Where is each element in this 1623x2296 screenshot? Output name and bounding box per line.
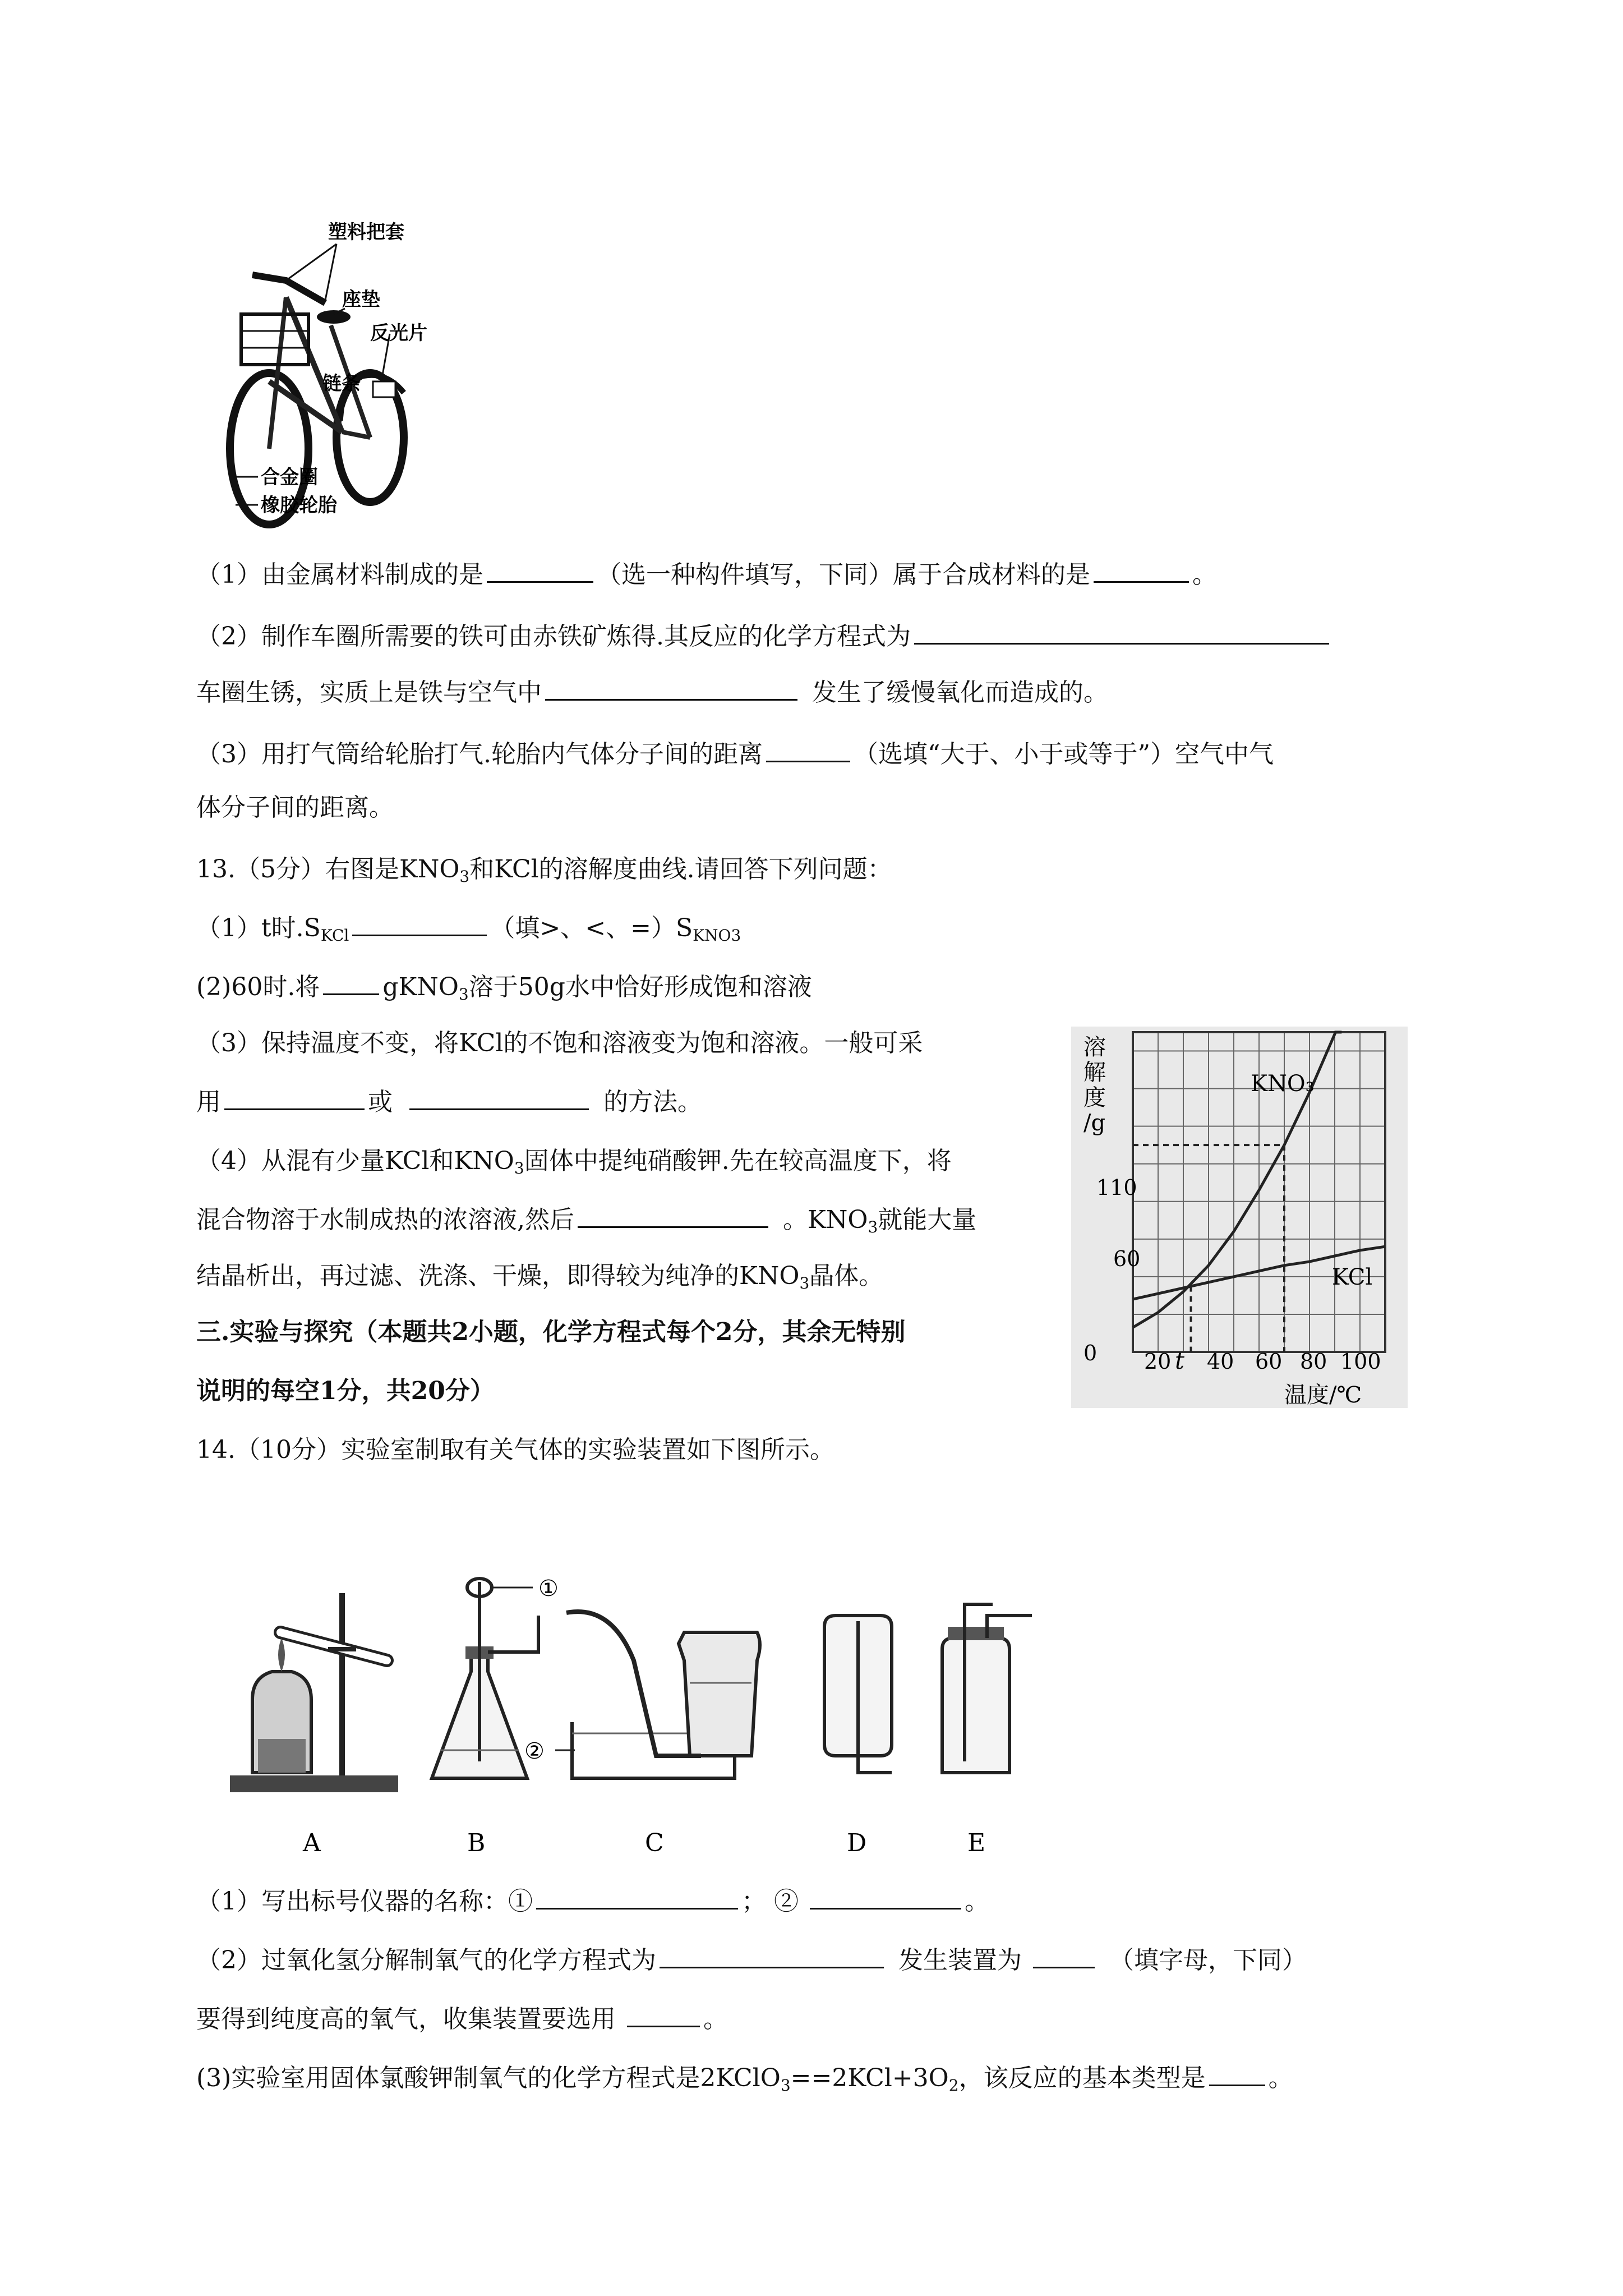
q12-p2a: （2）制作车圈所需要的铁可由赤铁矿炼得.其反应的化学方程式为 [196, 622, 911, 651]
q12-part2b [196, 673, 1108, 710]
q14-p2e: 。 [703, 2005, 728, 2033]
apparatus-d [824, 1616, 892, 1857]
q13-part3b [196, 1083, 702, 1119]
apparatus-letter-d: D [847, 1829, 867, 1857]
q12-p2b: 车圈生锈，实质上是铁与空气中 [196, 678, 542, 707]
q14-part1 [196, 1882, 989, 1918]
q14-p3d: 。 [1268, 2064, 1293, 2092]
q13-blank-method2[interactable] [409, 1083, 589, 1110]
q13-title [196, 853, 892, 894]
q14-title-text: 14.（10分）实验室制取有关气体的实验装置如下图所示。 [196, 1435, 834, 1464]
q12-p1a: （1）由金属材料制成的是 [196, 560, 483, 589]
q13-p1a: （1）t时.S [196, 914, 321, 942]
q13-part2 [196, 968, 812, 1011]
q12-p3b: （选填“大于、小于或等于”）空气中气 [853, 740, 1274, 769]
q14-p3a: (3)实验室用固体氯酸钾制氧气的化学方程式是2KClO [196, 2064, 781, 2092]
q12-p2c: 发生了缓慢氧化而造成的。 [812, 678, 1108, 707]
q13-p4d: 。KNO [783, 1205, 868, 1234]
q13-title-sub: 3 [459, 867, 470, 886]
q14-blank-generator[interactable] [1033, 1941, 1095, 1968]
q13-p2a: (2)60时.将 [196, 973, 320, 1001]
q12-blank-rust[interactable] [545, 673, 797, 701]
q13-p1-sub2: KNO3 [693, 926, 741, 945]
bike-label-tire: 橡胶轮胎 [261, 494, 337, 517]
apparatus-a [230, 1593, 398, 1792]
section3-line2: 说明的每空1分，共20分） [196, 1377, 495, 1405]
section3-heading [196, 1315, 906, 1349]
apparatus-letter-a: A [303, 1829, 321, 1857]
bike-label-rim: 合金圈 [261, 466, 318, 489]
chart-xtick-100: 100 [1340, 1349, 1381, 1374]
q14-p3c: ，该反应的基本类型是 [958, 2064, 1206, 2092]
apparatus-letter-c: C [645, 1829, 664, 1857]
q12-p1c: 。 [1192, 560, 1217, 589]
bike-label-chain: 链条 [322, 372, 361, 395]
chart-ytick-110: 110 [1096, 1175, 1137, 1200]
q13-p3a: （3）保持温度不变，将KCl的不饱和溶液变为饱和溶液。一般可采 [196, 1029, 923, 1057]
q12-part3 [196, 735, 1274, 771]
q14-blank-collector[interactable] [627, 2000, 700, 2027]
bike-label-grip: 塑料把套 [328, 221, 404, 243]
marker-2: ② [524, 1738, 545, 1764]
q14-p3-sub2: 2 [948, 2076, 959, 2095]
apparatus-letter-e: E [967, 1829, 986, 1857]
q13-p3c: 或 [368, 1088, 393, 1116]
chart-ytick-0: 0 [1083, 1341, 1098, 1365]
q13-blank-crystallize[interactable] [578, 1200, 768, 1228]
section3-heading-2 [196, 1374, 495, 1408]
q12-part1 [196, 555, 1217, 592]
q14-title [196, 1433, 834, 1467]
bike-label-seat: 座垫 [342, 288, 380, 311]
chart-ylabel-2: 度 [1083, 1085, 1106, 1111]
q13-p1-sub1: KCl [320, 926, 349, 945]
q13-title-b: 和KCl的溶解度曲线.请回答下列问题： [469, 855, 892, 884]
q13-title-a: 13.（5分）右图是KNO [196, 855, 460, 884]
q14-p1b: ； ② [741, 1887, 799, 1916]
apparatus-c [524, 1612, 760, 1857]
q13-p4f: 结晶析出，再过滤、洗涤、干燥，即得较为纯净的KNO [196, 1262, 800, 1290]
q14-p3b: ==2KCl+3O [790, 2064, 949, 2092]
chart-xlabel: 温度/℃ [1284, 1382, 1362, 1408]
apparatus-letter-b: B [467, 1829, 486, 1857]
chart-xtick-60: 60 [1255, 1349, 1283, 1374]
q12-part3b [196, 791, 394, 825]
q14-p2d: 要得到纯度高的氧气，收集装置要选用 [196, 2005, 616, 2033]
q13-part4 [196, 1144, 952, 1185]
chart-xtick-20: 20 [1144, 1349, 1172, 1374]
chart-ylabel-1: 解 [1083, 1060, 1106, 1085]
q13-blank-method1[interactable] [224, 1083, 365, 1110]
q14-p1c: 。 [965, 1887, 989, 1916]
chart-ylabel-3: /g [1083, 1110, 1106, 1136]
q14-blank-instrument1[interactable] [536, 1882, 738, 1910]
lab-apparatus-figure [219, 1571, 1060, 1874]
q13-p4g: 晶体。 [809, 1262, 884, 1290]
q13-p3d: 的方法。 [603, 1088, 702, 1116]
bike-label-reflector: 反光片 [370, 322, 427, 344]
q12-blank-metal[interactable] [487, 555, 593, 583]
q12-part2 [196, 617, 1332, 654]
q12-blank-synthetic[interactable] [1094, 555, 1189, 583]
q13-p4-sub: 3 [514, 1159, 524, 1177]
q14-blank-reaction-type[interactable] [1209, 2059, 1265, 2086]
q12-p3a: （3）用打气筒给轮胎打气.轮胎内气体分子间的距离 [196, 740, 763, 769]
chart-series-label-kno3: KNO₃ [1251, 1071, 1315, 1097]
q14-part3 [196, 2059, 1293, 2102]
q13-blank-compare[interactable] [352, 909, 487, 936]
q14-part2b [196, 2000, 728, 2036]
q13-p4c: 混合物溶于水制成热的浓溶液,然后 [196, 1205, 574, 1234]
q14-p1a: （1）写出标号仪器的名称：① [196, 1887, 533, 1916]
q14-p2c: （填字母，下同） [1109, 1946, 1307, 1975]
q12-p1b: （选一种构件填写，下同）属于合成材料的是 [597, 560, 1090, 589]
solubility-chart [1071, 1027, 1408, 1408]
chart-xtick-80: 80 [1300, 1349, 1327, 1374]
marker-1: ① [538, 1576, 559, 1602]
q13-part1 [196, 909, 741, 953]
q13-p3b: 用 [196, 1088, 221, 1116]
q14-p2a: （2）过氧化氢分解制氧气的化学方程式为 [196, 1946, 656, 1975]
q13-p2b: gKNO [382, 973, 459, 1001]
q13-part4b [196, 1200, 976, 1244]
q13-p2c: 溶于50g水中恰好形成饱和溶液 [468, 973, 812, 1001]
chart-xtick-40: 40 [1207, 1349, 1234, 1374]
q13-p4e: 就能大量 [878, 1205, 977, 1234]
q13-p4a: （4）从混有少量KCl和KNO [196, 1147, 514, 1175]
q12-blank-distance[interactable] [766, 735, 850, 762]
bicycle-figure [202, 213, 427, 527]
q12-p3c: 体分子间的距离。 [196, 793, 394, 822]
section3-line1: 三.实验与探究（本题共2小题，化学方程式每个2分，其余无特别 [196, 1318, 906, 1346]
q14-part2 [196, 1941, 1307, 1977]
q14-p3-sub1: 3 [780, 2076, 791, 2095]
chart-ylabel-0: 溶 [1083, 1034, 1106, 1060]
q14-p2b: 发生装置为 [898, 1946, 1022, 1975]
chart-xtick-t: t [1175, 1347, 1184, 1374]
chart-series-label-kcl: KCl [1332, 1264, 1373, 1290]
q13-p4-sub3: 3 [799, 1274, 810, 1292]
q13-part3 [196, 1027, 923, 1060]
q13-p4-sub2: 3 [868, 1218, 878, 1236]
q13-p1b: （填>、<、=）S [490, 914, 693, 942]
q13-p4b: 固体中提纯硝酸钾.先在较高温度下，将 [524, 1147, 952, 1175]
q13-blank-mass[interactable] [323, 968, 379, 995]
q12-blank-equation[interactable] [914, 617, 1329, 645]
q14-blank-h2o2-equation[interactable] [660, 1941, 884, 1968]
apparatus-e [942, 1604, 1032, 1857]
q13-part4c [196, 1259, 883, 1300]
q13-p2-sub: 3 [458, 985, 469, 1004]
chart-ytick-60: 60 [1113, 1246, 1141, 1271]
q14-blank-instrument2[interactable] [810, 1882, 961, 1910]
apparatus-b [432, 1576, 559, 1857]
